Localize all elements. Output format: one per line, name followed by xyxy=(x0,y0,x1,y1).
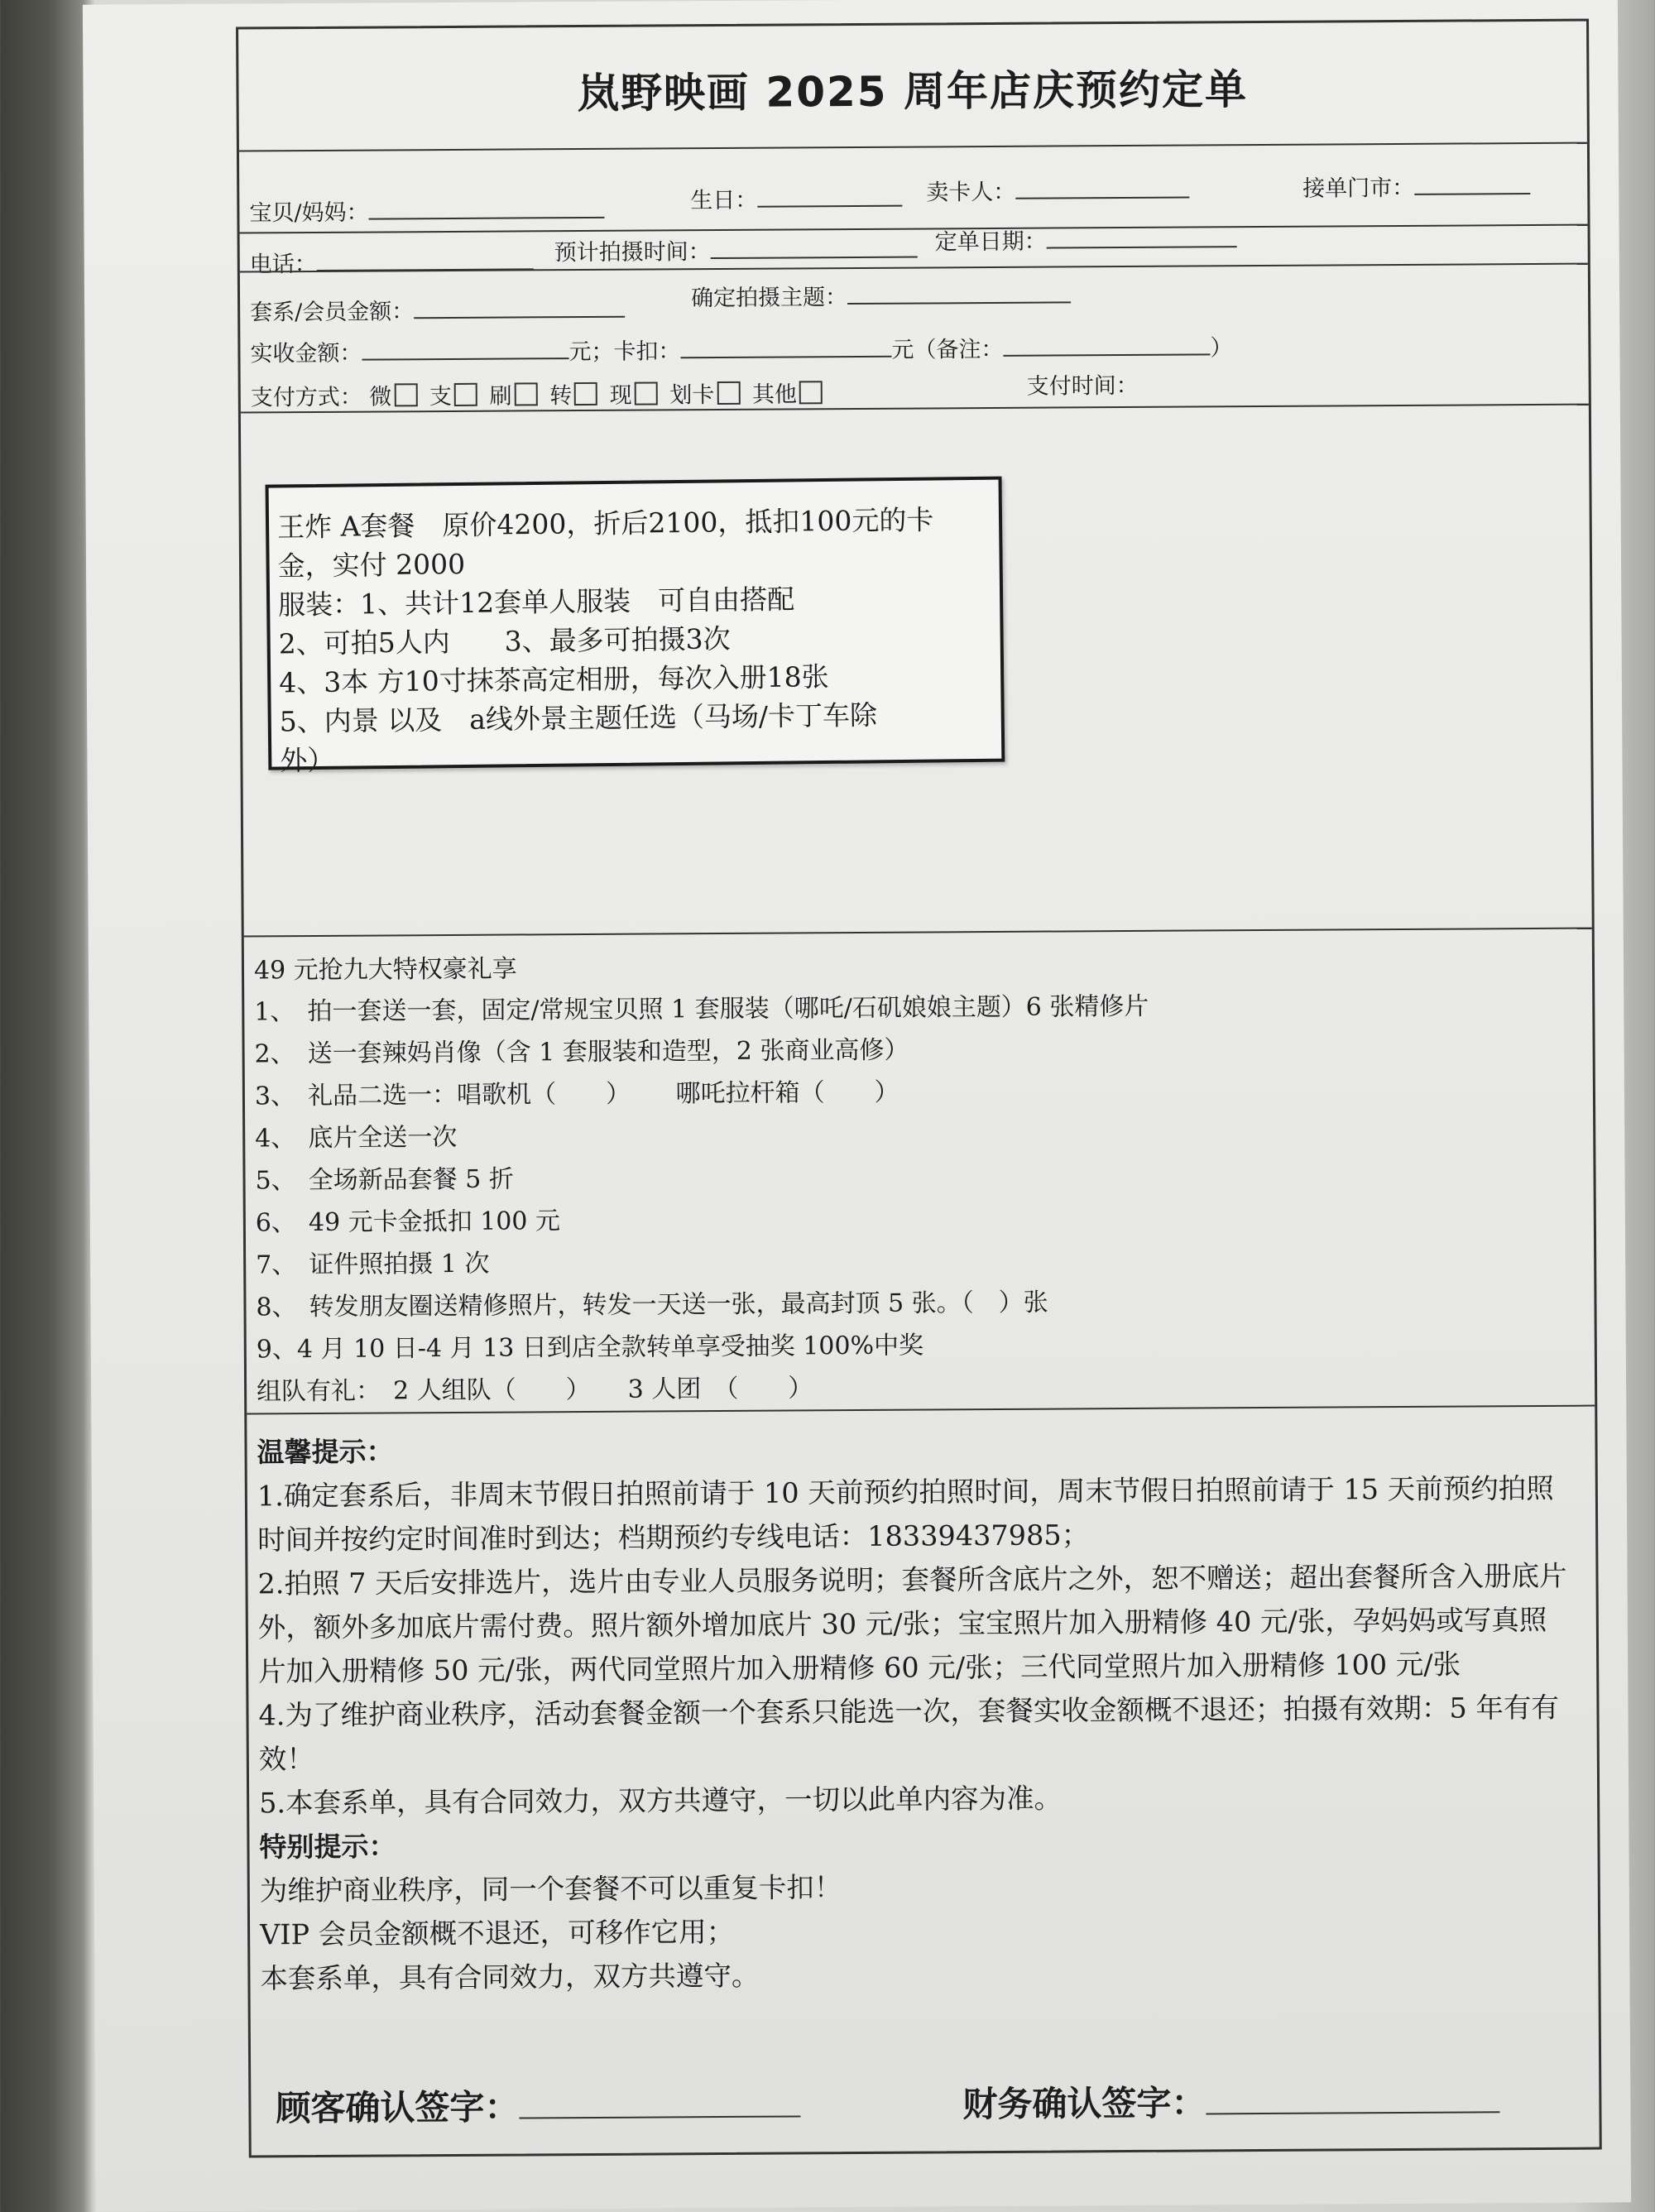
pay-time-field[interactable] xyxy=(1027,367,1139,401)
perk-item: 9、4 月 10 日-4 月 13 日到店全款转单享受抽奖 100%中奖 xyxy=(256,1331,924,1365)
package-note-line: 2、可拍5人内 3、最多可拍摄3次 xyxy=(278,622,731,660)
warm-tip-item: 1.确定套系后，非周末节假日拍照前请于 10 天前预约拍照时间，周末节假日拍照前请于 15 天前预约拍照时间并按约定时间准时到达；档期预约专线电话：18339437985； xyxy=(257,1471,1554,1557)
finance-signature-label: 财务确认签字： xyxy=(962,2082,1206,2125)
perk-item: 1、 拍一套送一套，固定/常规宝贝照 1 套服装（哪吒/石矶娘娘主题）6 张精修片 xyxy=(254,991,1149,1027)
store-label: 接单门市： xyxy=(1302,175,1415,202)
close-paren: ） xyxy=(1210,335,1233,362)
phone-field[interactable] xyxy=(250,244,534,278)
customer-signature[interactable] xyxy=(276,2078,800,2131)
payment-method-label: 支付方式： xyxy=(250,384,362,411)
card-deduct-label: 元；卡扣： xyxy=(568,338,681,366)
package-note-line: 5、内景 以及 a线外景主题任选（马场/卡丁车除 xyxy=(279,698,878,738)
pay-time-label: 支付时间： xyxy=(1026,372,1139,400)
received-field[interactable] xyxy=(250,329,1232,367)
pay-cash-checkbox[interactable] xyxy=(635,381,658,405)
paper-sheet xyxy=(83,0,1631,2212)
pay-wechat-checkbox[interactable] xyxy=(394,383,417,406)
package-amount-field[interactable] xyxy=(250,292,625,327)
pay-transfer-checkbox[interactable] xyxy=(574,382,597,405)
warm-tip-item: 2.拍照 7 天后安排选片，选片由专业人员服务说明；套餐所含底片之外，恕不赠送；超出套餐所含入册底片外，额外多加底片需付费。照片额外增加底片 30 元/张；宝宝照片加入册精修 40 元/张，孕妈妈或写真照片加入册精修 50 元/张，两代同堂照片加入册精修 60 元/张；三代同堂照片加入册精修 100 元/张 xyxy=(257,1559,1567,1688)
card-seller-field[interactable] xyxy=(926,173,1189,207)
team-perk: 组队有礼： 2 人组队（ ） 3 人团 （ ） xyxy=(257,1374,813,1407)
pay-card-checkbox[interactable] xyxy=(717,381,740,405)
order-date-label: 定单日期： xyxy=(934,228,1047,256)
special-tip-item: VIP 会员金额概不退还，可移作它用； xyxy=(260,1915,735,1951)
finance-signature-line[interactable] xyxy=(1206,2080,1499,2114)
special-tip-item: 为维护商业秩序，同一个套餐不可以重复卡扣！ xyxy=(259,1871,842,1907)
customer-signature-line[interactable] xyxy=(519,2084,800,2118)
perk-item: 5、 全场新品套餐 5 折 xyxy=(255,1164,514,1196)
package-note-line: 金，实付 2000 xyxy=(277,547,466,583)
pay-other-label: 其他 xyxy=(751,381,798,408)
package-amount-label: 套系/会员金额： xyxy=(250,299,415,326)
divider xyxy=(244,928,1592,938)
pay-swipe-label: 刷 xyxy=(489,383,512,410)
perk-item: 3、 礼品二选一：唱歌机（ ） 哪吒拉杆箱（ ） xyxy=(254,1077,899,1111)
warm-tip-item: 4.为了维护商业秩序，活动套餐金额一个套系只能选一次，套餐实收金额概不退还；拍摄有效期：5 年有有效！ xyxy=(258,1691,1560,1776)
divider xyxy=(247,1405,1595,1415)
pay-cash-label: 现 xyxy=(609,382,632,409)
birthday-field[interactable] xyxy=(690,181,902,215)
shoot-time-field[interactable] xyxy=(554,233,918,267)
store-field[interactable] xyxy=(1302,169,1530,203)
card-seller-label: 卖卡人： xyxy=(926,179,1016,206)
pay-transfer-label: 转 xyxy=(549,383,573,410)
package-note-line: 外） xyxy=(280,743,335,777)
theme-label: 确定拍摄主题： xyxy=(690,285,848,312)
notes xyxy=(257,1423,1573,2001)
theme-field[interactable] xyxy=(691,277,1071,312)
special-tip-item: 本套系单，具有合同效力，双方共遵守。 xyxy=(260,1959,760,1995)
baby-mom-field[interactable] xyxy=(249,193,604,228)
package-note-line: 王炸 A套餐 原价4200，折后2100，抵扣100元的卡 xyxy=(276,503,934,544)
form-title: 岚野映画 2025 周年店庆预约定单 xyxy=(577,65,1249,118)
perks-heading: 49 元抢九大特权豪礼享 xyxy=(253,954,517,986)
birthday-label: 生日： xyxy=(690,187,758,214)
customer-signature-label: 顾客确认签字： xyxy=(276,2086,520,2129)
payment-method-field xyxy=(251,376,828,411)
package-note-line: 服装：1、共计12套单人服装 可自由搭配 xyxy=(277,583,795,621)
remark-label: 元（备注： xyxy=(891,336,1004,363)
pay-wechat-label: 微 xyxy=(369,384,392,410)
pay-swipe-checkbox[interactable] xyxy=(514,382,537,405)
shoot-time-label: 预计拍摄时间： xyxy=(554,239,711,266)
package-note xyxy=(266,477,1005,777)
perk-item: 4、 底片全送一次 xyxy=(255,1122,458,1154)
finance-signature[interactable] xyxy=(962,2074,1499,2127)
pay-other-checkbox[interactable] xyxy=(799,381,823,404)
pay-card-label: 划卡 xyxy=(669,382,715,409)
phone-label: 电话： xyxy=(249,251,317,278)
order-date-field[interactable] xyxy=(935,222,1237,256)
perk-item: 8、 转发朋友圈送精修照片，转发一天送一张，最高封顶 5 张。（ ）张 xyxy=(256,1288,1048,1322)
pay-alipay-label: 支 xyxy=(429,383,453,410)
divider xyxy=(239,142,1587,152)
special-tips-heading: 特别提示： xyxy=(259,1830,396,1864)
perk-item: 2、 送一套辣妈肖像（含 1 套服装和造型，2 张商业高修） xyxy=(254,1035,909,1069)
perk-item: 7、 证件照拍摄 1 次 xyxy=(256,1249,490,1280)
pay-alipay-checkbox[interactable] xyxy=(454,383,477,406)
order-form xyxy=(236,19,1602,2158)
perk-item: 6、 49 元卡金抵扣 100 元 xyxy=(255,1207,561,1238)
received-label: 实收金额： xyxy=(250,340,362,367)
package-note-line: 4、3本 方10寸抹茶高定相册，每次入册18张 xyxy=(279,660,829,699)
warm-tip-item: 5.本套系单，具有合同效力，双方共遵守，一切以此单内容为准。 xyxy=(259,1782,1063,1820)
warm-tips-heading: 温馨提示： xyxy=(257,1435,394,1469)
baby-mom-label: 宝贝/妈妈： xyxy=(249,199,369,227)
